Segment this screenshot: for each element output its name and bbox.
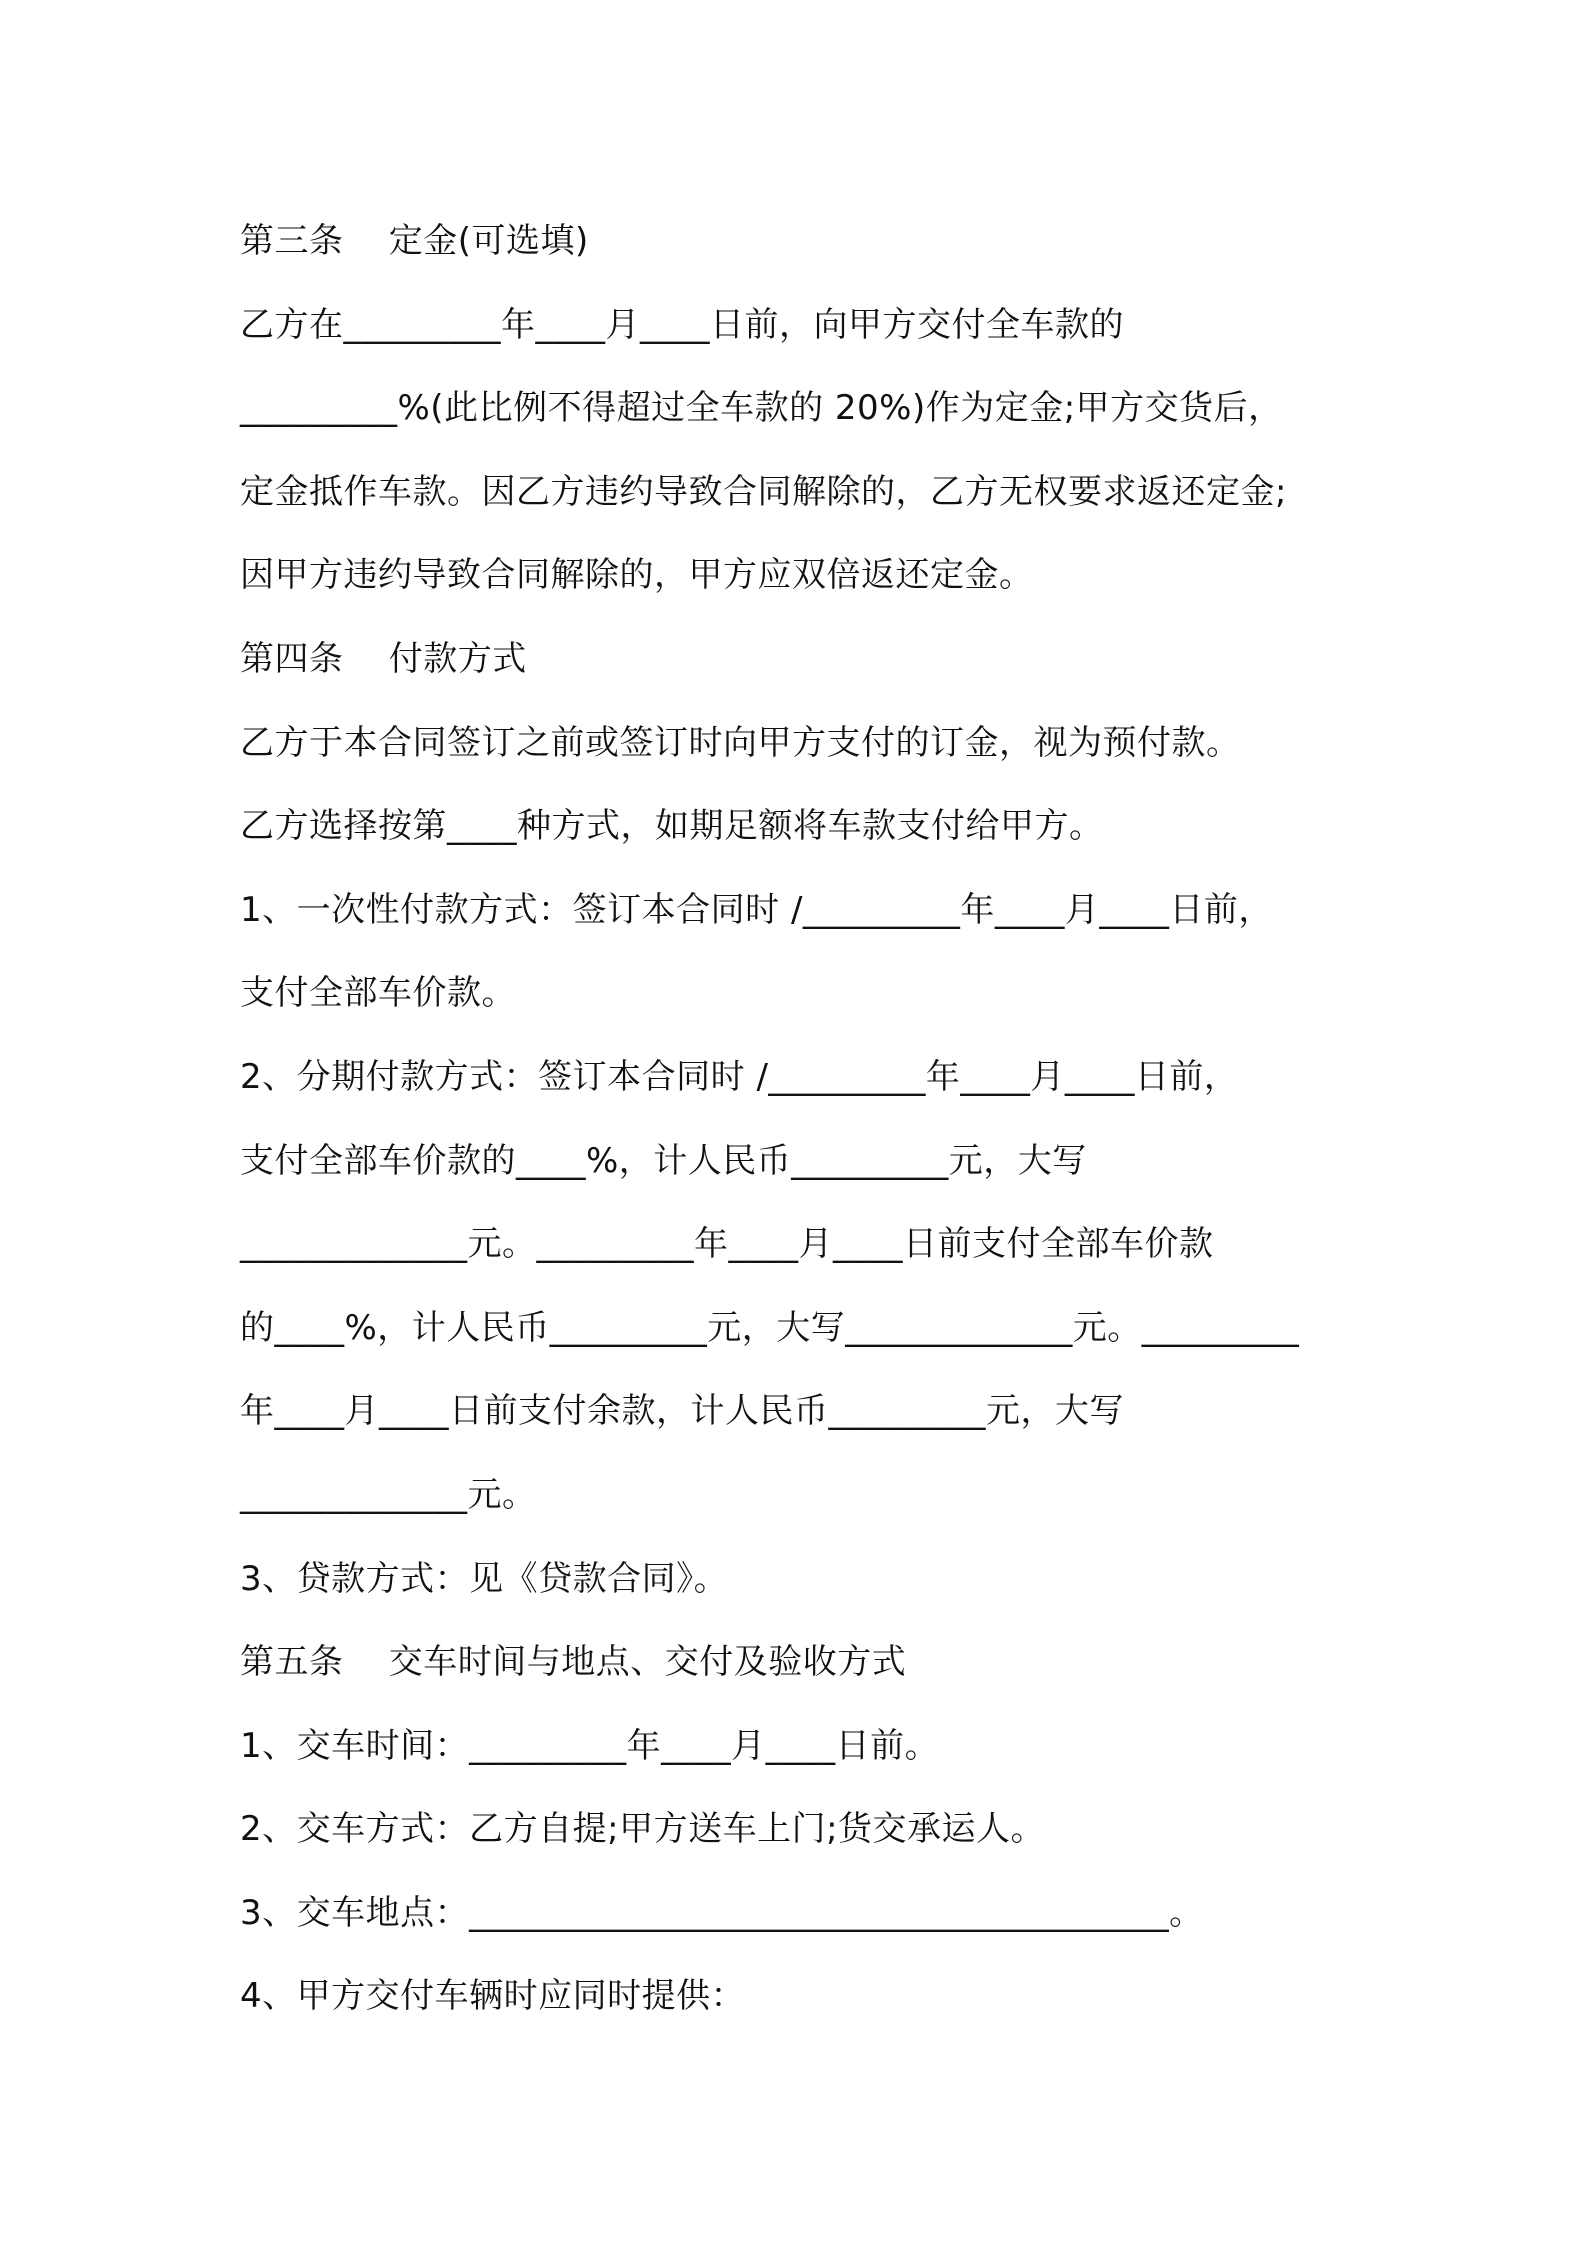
payment-option-1-line-1: 1、一次性付款方式：签订本合同时 /_________年____月____日前， bbox=[240, 889, 1273, 930]
article-3-paragraph-line-3: 定金抵作车款。因乙方违约导致合同解除的，乙方无权要求返还定金; bbox=[240, 471, 1287, 512]
delivery-time: 1、交车时间：_________年____月____日前。 bbox=[240, 1725, 940, 1766]
article-3-paragraph-line-2: _________%(此比例不得超过全车款的 20%)作为定金;甲方交货后， bbox=[240, 388, 1283, 429]
delivery-location: 3、交车地点：________________________________________。 bbox=[240, 1892, 1204, 1933]
payment-option-2-line-5: 年____月____日前支付余款，计人民币_________元，大写 bbox=[240, 1391, 1124, 1432]
article-3-heading: 第三条 定金(可选填) bbox=[240, 221, 589, 261]
article-3-paragraph-line-4: 因甲方违约导致合同解除的，甲方应双倍返还定金。 bbox=[240, 555, 1034, 596]
article-5-heading: 第五条 交车时间与地点、交付及验收方式 bbox=[240, 1642, 907, 1683]
article-4-heading: 第四条 付款方式 bbox=[240, 638, 527, 679]
delivery-documents: 4、甲方交付车辆时应同时提供： bbox=[240, 1976, 746, 2017]
article-3-paragraph-line-1: 乙方在_________年____月____日前，向甲方交付全车款的 bbox=[240, 304, 1124, 345]
document-body bbox=[240, 200, 1360, 2039]
article-4-paragraph-1: 乙方于本合同签订之前或签订时向甲方支付的订金，视为预付款。 bbox=[240, 722, 1241, 763]
payment-option-3: 3、贷款方式：见《贷款合同》。 bbox=[240, 1558, 729, 1599]
payment-option-2-line-2: 支付全部车价款的____%，计人民币_________元，大写 bbox=[240, 1140, 1087, 1181]
payment-option-2-line-3: _____________元。_________年____月____日前支付全部车价款 bbox=[240, 1224, 1214, 1265]
delivery-method: 2、交车方式：乙方自提;甲方送车上门;货交承运人。 bbox=[240, 1809, 1046, 1850]
payment-option-2-line-4: 的____%，计人民币_________元，大写_____________元。_________ bbox=[240, 1307, 1300, 1348]
payment-option-2-line-6: _____________元。 bbox=[240, 1474, 537, 1515]
payment-option-1-line-2: 支付全部车价款。 bbox=[240, 973, 516, 1014]
payment-option-2-line-1: 2、分期付款方式：签订本合同时 /_________年____月____日前， bbox=[240, 1056, 1239, 1097]
article-4-paragraph-2: 乙方选择按第____种方式，如期足额将车款支付给甲方。 bbox=[240, 806, 1104, 847]
